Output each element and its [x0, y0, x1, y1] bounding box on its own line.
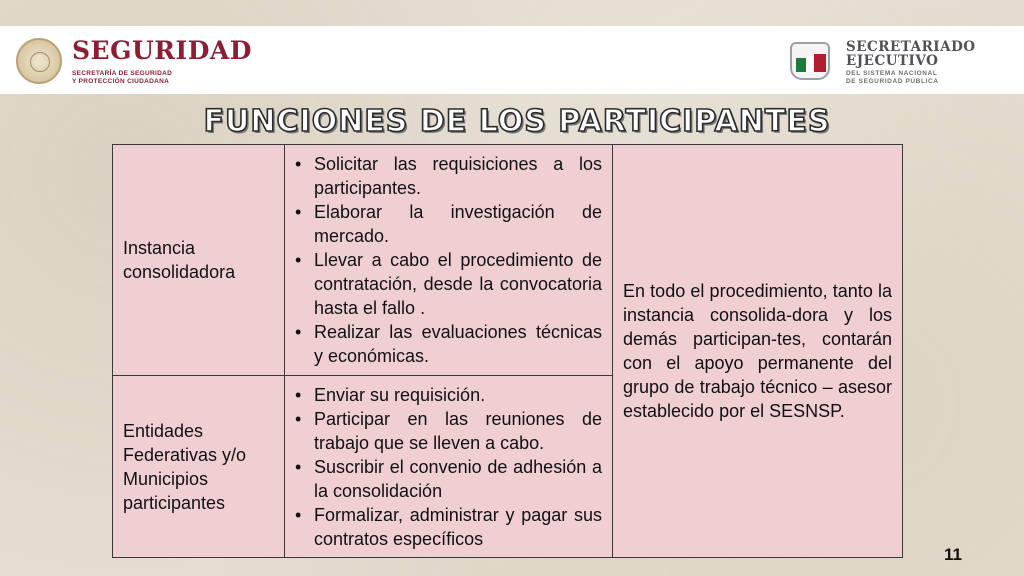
- seguridad-subtitle-line1: SECRETARÍA DE SEGURIDAD: [72, 70, 173, 77]
- header-bar: [0, 26, 1024, 94]
- list-item: • Participar en las reuniones de trabajo que se lleven a cabo.: [293, 407, 602, 455]
- secretariado-logo-title: [846, 40, 976, 68]
- list-item: • Suscribir el convenio de adhesión a la consolidación: [293, 455, 602, 503]
- seguridad-logo-title: SEGURIDAD: [72, 36, 252, 65]
- list-item: • Enviar su requisición.: [293, 383, 602, 407]
- secretariado-title-line2: EJECUTIVO: [846, 53, 939, 69]
- participants-table: [112, 144, 903, 558]
- support-note: En todo el procedimiento, tanto la instancia consolida-dora y los demás participan-tes, contarán con el apoyo permanente del grupo de trabajo técnico – asesor establecido por el SESNSP.: [613, 145, 903, 558]
- seguridad-logo-subtitle: [72, 70, 172, 86]
- row-items-cell: [285, 145, 613, 376]
- list-item: • Realizar las evaluaciones técnicas y económicas.: [293, 320, 602, 368]
- list-item: • Llevar a cabo el procedimiento de contratación, desde la convocatoria hasta el fallo .: [293, 248, 602, 320]
- list-item: • Elaborar la investigación de mercado.: [293, 200, 602, 248]
- bullet-list: [293, 383, 602, 551]
- shield-flag-icon: [790, 42, 830, 80]
- slide-title: FUNCIONES DE LOS PARTICIPANTES: [203, 104, 831, 139]
- page-number: 11: [944, 545, 962, 564]
- secretariado-logo-subtitle: [846, 70, 939, 86]
- row-label: Instancia consolidadora: [113, 145, 285, 376]
- seguridad-subtitle-line2: Y PROTECCIÓN CIUDADANA: [72, 78, 170, 85]
- eagle-seal-icon: [16, 38, 62, 84]
- row-label: Entidades Federativas y/o Municipios participantes: [113, 376, 285, 558]
- list-item: • Formalizar, administrar y pagar sus contratos específicos: [293, 503, 602, 551]
- secretariado-subtitle-line2: DE SEGURIDAD PÚBLICA: [846, 78, 939, 85]
- secretariado-title-line1: SECRETARIADO: [846, 39, 976, 55]
- list-item: • Solicitar las requisiciones a los participantes.: [293, 152, 602, 200]
- secretariado-subtitle-line1: DEL SISTEMA NACIONAL: [846, 70, 938, 77]
- bullet-list: [293, 152, 602, 368]
- row-items-cell: [285, 376, 613, 558]
- table-row: [113, 145, 903, 376]
